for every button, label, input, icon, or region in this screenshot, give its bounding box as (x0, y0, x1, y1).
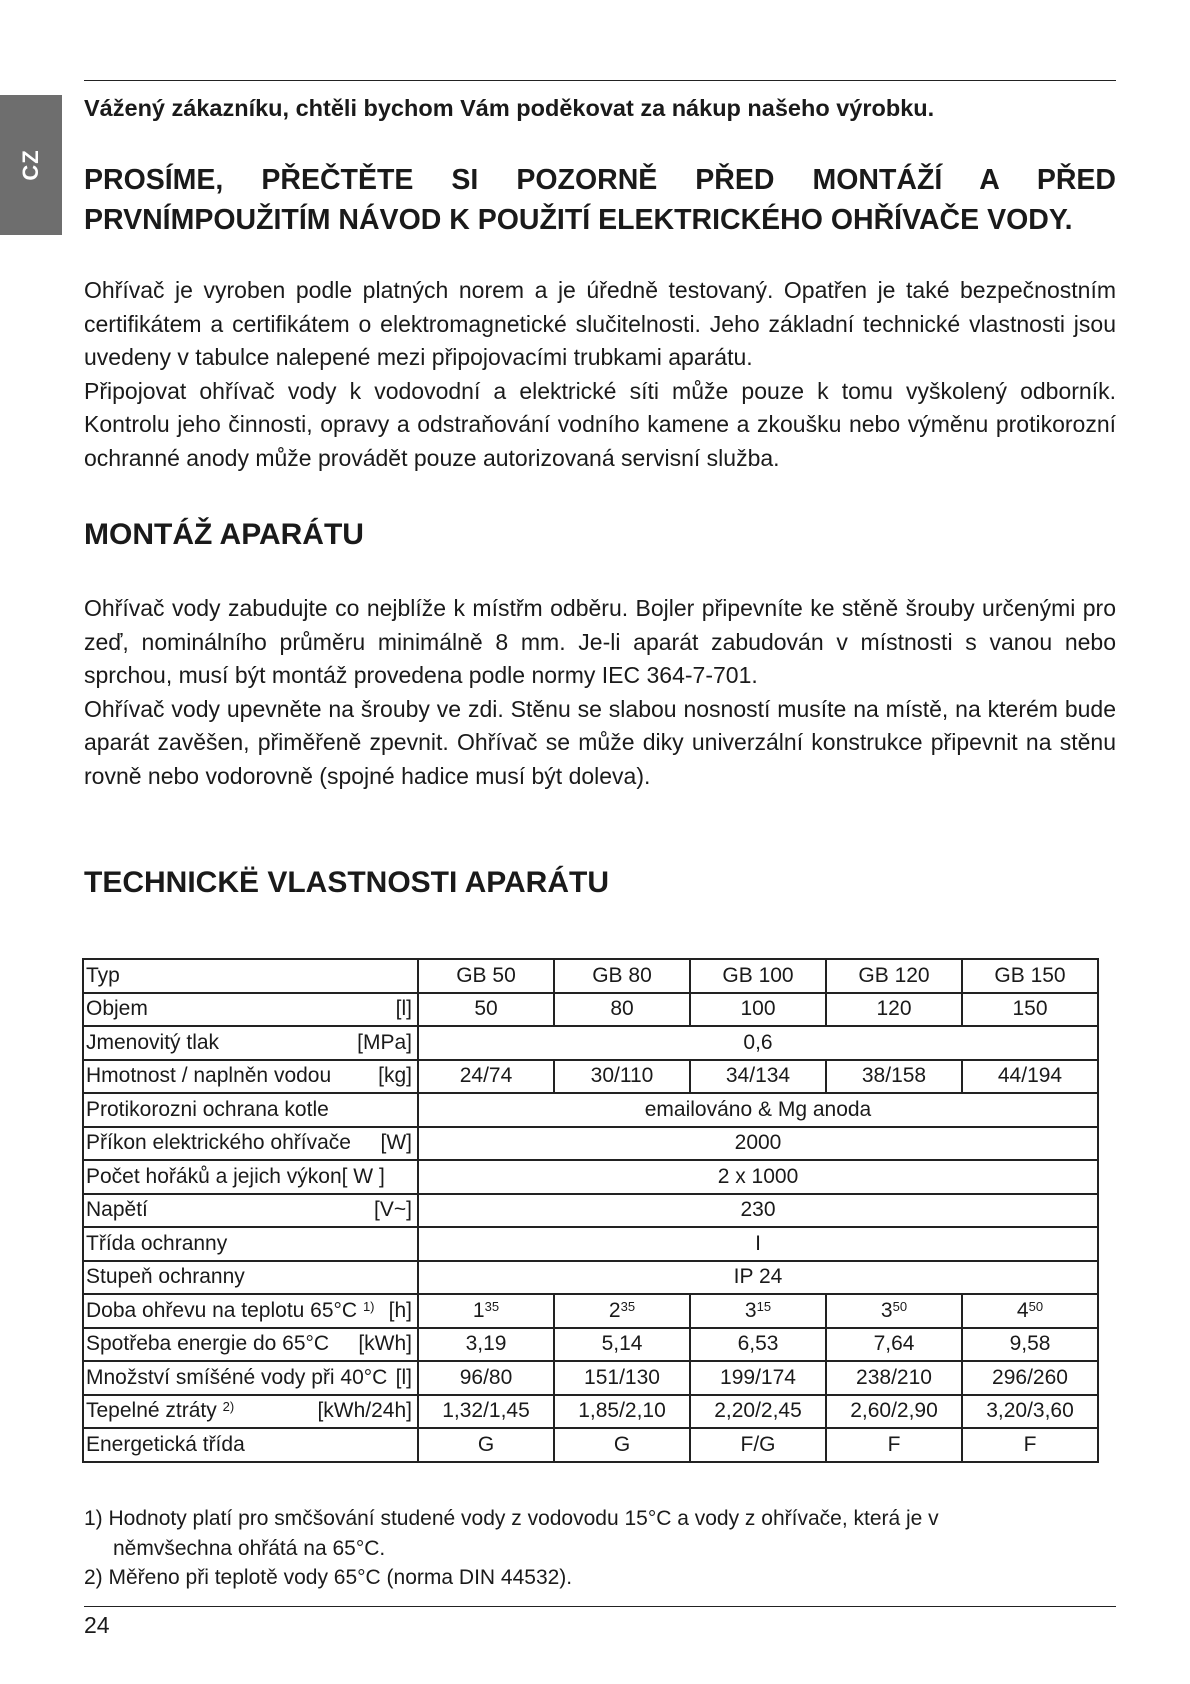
row-label (86, 1031, 219, 1055)
spanned-value-cell: IP 24 (418, 1261, 1098, 1295)
value-text: 30/110 (590, 1064, 654, 1088)
value-cell (554, 993, 690, 1027)
value-cell (826, 1395, 962, 1429)
intro-paragraph-2: Připojovat ohřívač vody k vodovodní a elektrické síti může pouze k tomu vyškolený odborník. Kontrolu jeho činnosti, opravy a odstraňování vodního kamene a zkoušku nebo výměnu protikorozní ochranné anody může provádět pouze autorizovaná servisní služba. (84, 377, 1116, 471)
spanned-value-cell: I (418, 1227, 1098, 1261)
value-text: 296/260 (992, 1365, 1068, 1389)
value-text: 80 (610, 997, 634, 1021)
section-heading-specs: TECHNICKË VLASTNOSTI APARÁTU (84, 866, 609, 899)
row-label-cell (83, 1227, 418, 1261)
row-label (86, 1198, 148, 1222)
table-row (83, 1127, 1098, 1161)
footnote-1: 1) Hodnoty platí pro smčšování studené vody z vodovodu 15°C a vody z ohřívače, která je v (84, 1507, 939, 1530)
row-unit: [kg] (378, 1064, 412, 1088)
row-unit: [kWh/24h] (317, 1399, 412, 1423)
table-row (83, 1395, 1098, 1429)
row-label-cell (83, 1060, 418, 1094)
table-row (83, 1093, 1098, 1127)
value-cell (554, 1328, 690, 1362)
value-cell (962, 1395, 1098, 1429)
value-cell (418, 993, 554, 1027)
value-text: G (613, 1432, 631, 1456)
value-text: 3,20/3,60 (986, 1399, 1074, 1423)
value-cell (962, 1361, 1098, 1395)
header-model-cell: GB 50 (418, 959, 554, 993)
row-label (86, 997, 148, 1021)
installation-paragraph-1: Ohřívač vody zabudujte co nejblíže k místřm odběru. Bojler připevníte ke stěně šrouby určenými pro zeď, nominálního průměru minimálně 8 mm. Je-li aparát zabudován v místnosti s vanou nebo sprchou, musí být montáž provedena podle normy IEC 364-7-701. (84, 595, 1116, 688)
row-label (86, 1098, 329, 1122)
greeting-text: Vážený zákazníku, chtěli bychom Vám poděkovat za nákup našeho výrobku. (84, 95, 935, 121)
value-text: 2,60/2,90 (850, 1399, 938, 1423)
value-cell (554, 1294, 690, 1328)
row-label (86, 1299, 375, 1323)
value-text: F (887, 1432, 901, 1456)
section-heading-installation: MONTÁŽ APARÁTU (84, 518, 364, 551)
table-row (83, 1328, 1098, 1362)
spanned-value-cell: 2 x 1000 (418, 1160, 1098, 1194)
value-text: 151/130 (584, 1365, 660, 1389)
header-label: Typ (86, 963, 120, 987)
value-text: 100 (740, 997, 776, 1021)
value-text: 34/134 (725, 1064, 791, 1088)
table-row (83, 1160, 1098, 1194)
row-label-text: Hmotnost / naplněn vodou (86, 1064, 332, 1088)
table-row (83, 1428, 1098, 1462)
header-model-cell: GB 80 (554, 959, 690, 993)
value-cell (962, 1294, 1098, 1328)
row-label-text: Energetická třída (86, 1432, 245, 1456)
value-cell (826, 1060, 962, 1094)
value-text: 7,64 (873, 1332, 915, 1356)
row-label-text: Doba ohřevu na teplotu 65°C (86, 1298, 358, 1322)
row-label-text: Stupeň ochranny (86, 1265, 245, 1289)
row-unit: [l] (395, 1365, 412, 1389)
installation-paragraph-2: Ohřívač vody upevněte na šrouby ve zdi. Stěnu se slabou nosností musíte na místě, na kterém bude aparát zavěšen, přiměřeně zpevnit. Ohřívač se může diky univerzální konstrukce připevnit na stěnu rovně nebo vodorovně (spojné hadice musí být doleva). (84, 695, 1116, 789)
spanned-value-cell: 2000 (418, 1127, 1098, 1161)
footnote-1-continued: němvšechna ohřátá na 65°C. (113, 1536, 386, 1560)
value-text: 6,53 (737, 1332, 779, 1356)
value-minutes: 35 (620, 1298, 636, 1314)
language-tab (0, 95, 62, 235)
value-cell (554, 1428, 690, 1462)
footnote-2: 2) Měřeno při teplotě vody 65°C (norma DIN 44532). (84, 1566, 573, 1589)
table-row (83, 1227, 1098, 1261)
value-cell (962, 993, 1098, 1027)
language-tab-label: CZ (18, 149, 43, 181)
installation-text (84, 592, 1116, 793)
value-text: F/G (740, 1432, 776, 1456)
value-text: 2 (608, 1298, 621, 1322)
row-label-text: Spotřeba energie do 65°C (86, 1332, 330, 1356)
row-unit: [kWh] (358, 1332, 412, 1356)
footnotes (84, 1504, 1116, 1593)
row-label-cell (83, 1127, 418, 1161)
footnote-marker: 2) (222, 1399, 235, 1415)
value-cell (690, 1060, 826, 1094)
value-cell (690, 1395, 826, 1429)
row-label-text: Třída ochranny (86, 1231, 228, 1255)
row-label-cell (83, 1160, 418, 1194)
value-cell (962, 1328, 1098, 1362)
row-label-cell (83, 1093, 418, 1127)
header-model-cell: GB 100 (690, 959, 826, 993)
row-label (86, 1131, 351, 1155)
table-header-row (83, 959, 1098, 993)
value-cell (418, 1361, 554, 1395)
spanned-value-cell: 0,6 (418, 1026, 1098, 1060)
value-cell (418, 1395, 554, 1429)
header-model-cell: GB 150 (962, 959, 1098, 993)
value-cell (826, 1294, 962, 1328)
value-cell (690, 1428, 826, 1462)
row-label-text: Počet hořáků a jejich výkon[ W ] (86, 1164, 385, 1188)
value-cell (554, 1361, 690, 1395)
table-row (83, 993, 1098, 1027)
footnote-marker: 1) (362, 1298, 375, 1314)
value-cell (418, 1294, 554, 1328)
value-minutes: 15 (756, 1298, 772, 1314)
value-text: 3 (744, 1298, 757, 1322)
value-cell (826, 1361, 962, 1395)
row-label-text: Objem (86, 997, 148, 1021)
top-rule (84, 80, 1116, 81)
row-unit: [h] (388, 1298, 412, 1322)
value-text: 5,14 (601, 1332, 643, 1356)
value-text: 199/174 (720, 1365, 796, 1389)
row-unit: [W] (380, 1131, 412, 1155)
row-label-cell (83, 1261, 418, 1295)
table-row (83, 1194, 1098, 1228)
row-label-cell (83, 993, 418, 1027)
value-cell (826, 993, 962, 1027)
row-label-cell (83, 1428, 418, 1462)
value-text: 3 (880, 1298, 893, 1322)
row-label-cell (83, 1361, 418, 1395)
safety-notice: PROSÍME, PŘEČTĚTE SI POZORNĚ PŘED MONTÁŽÍ A PŘED PRVNÍMPOUŽITÍM NÁVOD K POUŽITÍ ELEKTRICKÉHO OHŘÍVAČE VODY. (84, 164, 1116, 236)
spanned-value-cell: 230 (418, 1194, 1098, 1228)
row-label-text: Jmenovitý tlak (86, 1030, 220, 1054)
row-unit: [V~] (374, 1198, 412, 1222)
spanned-value-cell: emailováno & Mg anoda (418, 1093, 1098, 1127)
row-unit: [l] (395, 997, 412, 1021)
row-label (86, 1399, 234, 1423)
row-label (86, 1433, 245, 1457)
value-cell (690, 1361, 826, 1395)
value-text: 1,85/2,10 (578, 1399, 666, 1423)
value-text: 96/80 (459, 1365, 513, 1389)
value-cell (826, 1328, 962, 1362)
row-label (86, 1165, 385, 1189)
table-row (83, 1261, 1098, 1295)
value-minutes: 50 (1028, 1298, 1044, 1314)
bottom-rule (84, 1606, 1116, 1607)
value-cell (690, 993, 826, 1027)
value-text: 150 (1012, 997, 1048, 1021)
value-text: 2,20/2,45 (714, 1399, 802, 1423)
value-cell (690, 1328, 826, 1362)
value-text: 50 (474, 997, 498, 1021)
header-model-cell: GB 120 (826, 959, 962, 993)
value-text: G (477, 1432, 495, 1456)
value-text: 120 (876, 997, 912, 1021)
table-row (83, 1361, 1098, 1395)
value-text: F (1023, 1432, 1037, 1456)
value-minutes: 50 (892, 1298, 908, 1314)
value-cell (418, 1060, 554, 1094)
page-number: 24 (84, 1612, 110, 1638)
value-text: 9,58 (1009, 1332, 1051, 1356)
value-text: 1,32/1,45 (442, 1399, 530, 1423)
table-row (83, 1060, 1098, 1094)
value-text: 238/210 (856, 1365, 932, 1389)
value-text: 3,19 (465, 1332, 507, 1356)
table-row (83, 1026, 1098, 1060)
spec-table (82, 958, 1099, 1463)
intro-text (84, 274, 1116, 475)
value-cell (554, 1060, 690, 1094)
value-text: 1 (472, 1298, 485, 1322)
row-label (86, 1332, 329, 1356)
row-label-cell (83, 1194, 418, 1228)
row-unit: [MPa] (357, 1030, 412, 1054)
row-label-cell (83, 1328, 418, 1362)
header-label-cell (83, 959, 418, 993)
row-label (86, 1265, 245, 1289)
value-cell (418, 1428, 554, 1462)
row-label-text: Protikorozni ochrana kotle (86, 1097, 329, 1121)
row-label (86, 1366, 387, 1390)
value-minutes: 35 (484, 1298, 500, 1314)
value-text: 24/74 (459, 1064, 513, 1088)
value-cell (962, 1428, 1098, 1462)
value-text: 4 (1016, 1298, 1029, 1322)
row-label-text: Příkon elektrického ohřívače (86, 1131, 351, 1155)
row-label (86, 1064, 331, 1088)
value-text: 38/158 (861, 1064, 927, 1088)
value-cell (554, 1395, 690, 1429)
row-label-text: Tepelné ztráty (86, 1399, 217, 1423)
value-cell (418, 1328, 554, 1362)
value-cell (962, 1060, 1098, 1094)
row-label-text: Napětí (86, 1198, 148, 1222)
row-label-cell (83, 1294, 418, 1328)
row-label-cell (83, 1026, 418, 1060)
row-label (86, 1232, 227, 1256)
value-cell (690, 1294, 826, 1328)
intro-paragraph-1: Ohřívač je vyroben podle platných norem a je úředně testovaný. Opatřen je také bezpečnostním certifikátem a certifikátem o elektromagnetické slučitelnosti. Jeho základní technické vlastnosti jsou uvedeny v tabulce nalepené mezi připojovacími trubkami aparátu. (84, 277, 1116, 370)
table-row (83, 1294, 1098, 1328)
value-cell (826, 1428, 962, 1462)
row-label-text: Množství smíšéné vody při 40°C (86, 1365, 388, 1389)
value-text: 44/194 (997, 1064, 1063, 1088)
row-label-cell (83, 1395, 418, 1429)
